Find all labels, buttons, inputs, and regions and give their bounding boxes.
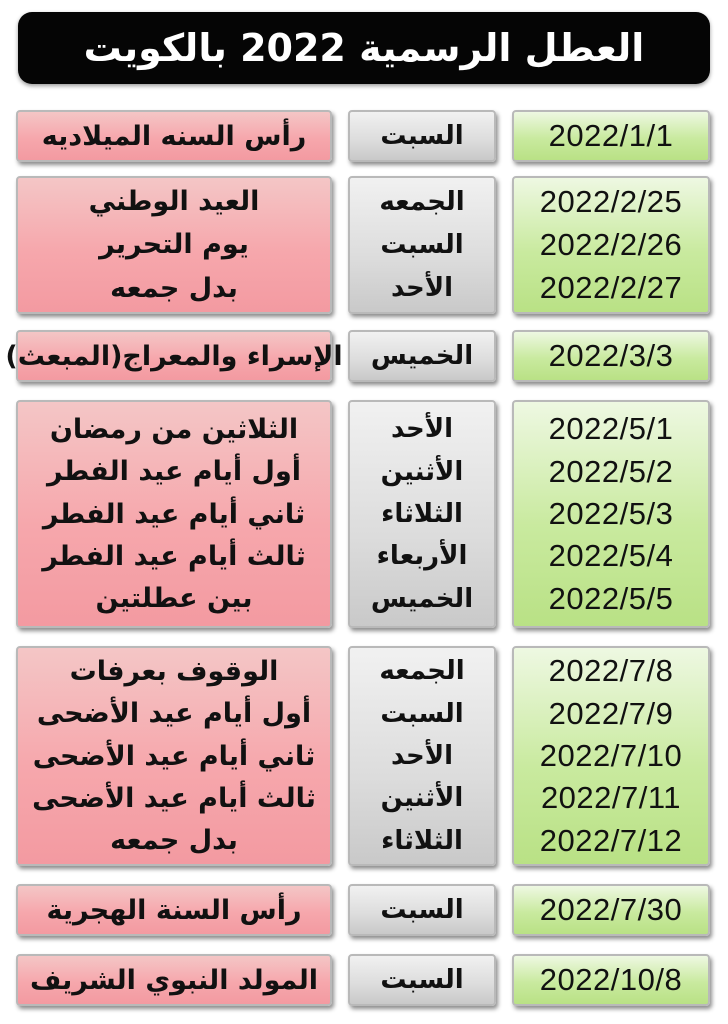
holiday-date: 2022/2/27: [539, 270, 683, 306]
holiday-event: الثلاثين من رمضان: [49, 413, 299, 445]
holiday-date: 2022/5/2: [548, 453, 674, 489]
holiday-group: [0, 330, 728, 382]
page-title: العطل الرسمية 2022 بالكويت: [83, 26, 645, 70]
holiday-group: [0, 176, 728, 314]
holiday-day: الأثنين: [380, 456, 464, 487]
holiday-day: الأحد: [390, 741, 454, 771]
holiday-day: الثلاثاء: [381, 499, 463, 529]
holiday-date: 2022/5/5: [548, 580, 674, 616]
holiday-date: 2022/3/3: [548, 338, 674, 373]
holiday-day: الجمعه: [379, 186, 465, 217]
holiday-day: الخميس: [370, 341, 474, 371]
holiday-day: الثلاثاء: [381, 825, 463, 856]
holiday-event: العيد الوطني: [88, 186, 260, 218]
holiday-date: 2022/10/8: [539, 962, 683, 997]
holiday-event: يوم التحرير: [99, 229, 249, 261]
holiday-date: 2022/7/8: [548, 653, 674, 689]
holiday-date: 2022/5/3: [548, 496, 674, 531]
holiday-group: [0, 646, 728, 866]
holiday-date: 2022/7/10: [539, 738, 683, 773]
holiday-day: الأحد: [390, 273, 454, 304]
holiday-event: رأس السنة الهجرية: [46, 894, 302, 926]
holiday-event: بدل جمعه: [110, 825, 238, 857]
holiday-event: الإسراء والمعراج(المبعث): [5, 340, 343, 372]
holiday-date: 2022/7/11: [540, 780, 682, 816]
holiday-event: رأس السنه الميلاديه: [41, 120, 307, 152]
holiday-day: الجمعه: [379, 656, 465, 687]
holiday-event: أول أيام عيد الفطر: [47, 456, 301, 488]
holiday-event: بدل جمعه: [110, 272, 238, 304]
title-bar: [18, 12, 710, 84]
holiday-day: السبت: [380, 121, 464, 151]
holiday-day: الخميس: [370, 583, 474, 614]
holiday-day: الأحد: [390, 414, 454, 445]
holiday-group: [0, 954, 728, 1006]
holiday-event: ثالث أيام عيد الفطر: [42, 540, 306, 572]
holiday-event: الوقوف بعرفات: [69, 655, 279, 687]
holiday-event: ثالث أيام عيد الأضحى: [32, 782, 316, 814]
holiday-day: الأثنين: [380, 783, 464, 814]
holiday-date: 2022/1/1: [548, 118, 674, 153]
holiday-group: [0, 884, 728, 936]
holiday-day: السبت: [380, 965, 464, 995]
holiday-event: ثاني أيام عيد الأضحى: [32, 740, 316, 772]
holiday-date: 2022/7/30: [539, 892, 683, 927]
holiday-group: [0, 110, 728, 162]
holiday-day: الأربعاء: [376, 541, 468, 572]
holiday-day: السبت: [380, 229, 464, 260]
holiday-date: 2022/5/4: [548, 538, 674, 574]
holiday-event: ثاني أيام عيد الفطر: [42, 498, 306, 530]
holiday-date: 2022/2/25: [539, 183, 683, 219]
holiday-date: 2022/2/26: [539, 226, 683, 262]
holiday-event: المولد النبوي الشريف: [29, 964, 319, 996]
holiday-date: 2022/7/9: [548, 695, 674, 731]
holiday-date: 2022/5/1: [548, 411, 674, 447]
holiday-event: بين عطلتين: [95, 583, 253, 615]
holiday-group: [0, 400, 728, 628]
holiday-day: السبت: [380, 698, 464, 729]
holiday-event: أول أيام عيد الأضحى: [36, 698, 312, 730]
holiday-day: السبت: [380, 895, 464, 925]
holiday-date: 2022/7/12: [539, 822, 683, 858]
